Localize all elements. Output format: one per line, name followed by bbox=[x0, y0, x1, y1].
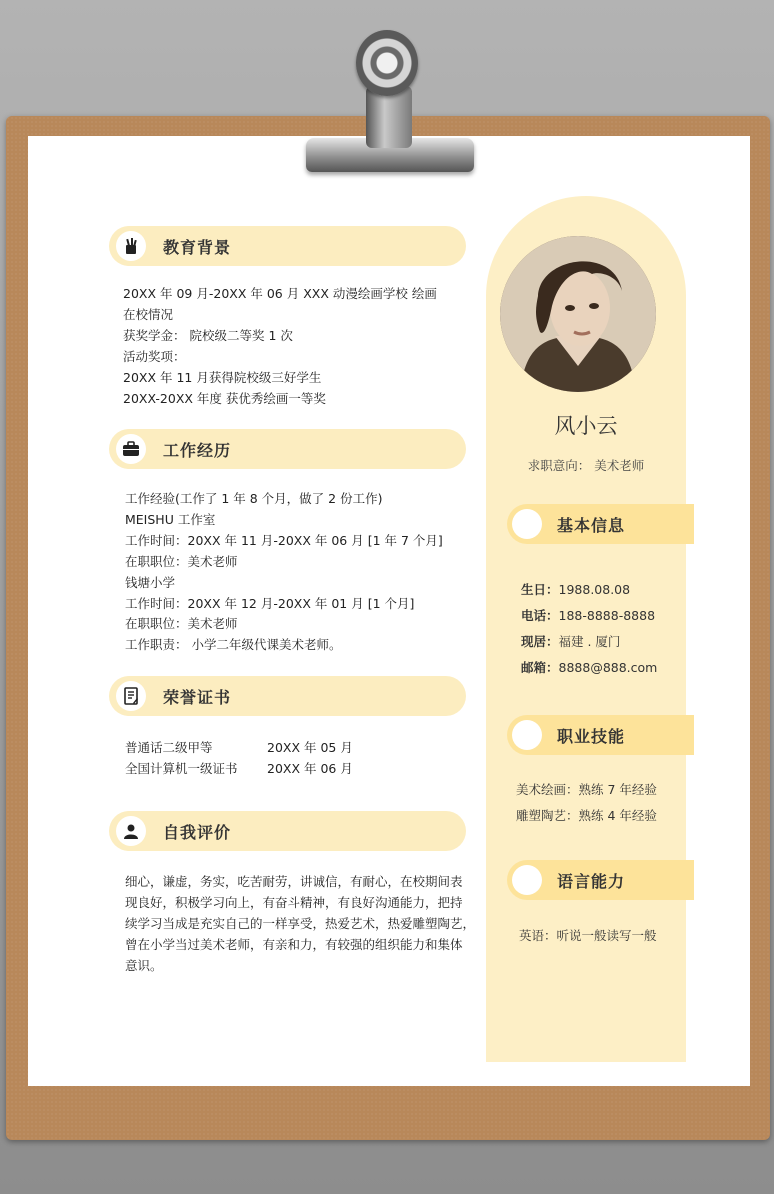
birth-value: 1988.08.08 bbox=[558, 582, 631, 597]
education-line: 活动奖项： bbox=[123, 349, 186, 364]
work-line: 工作时间：20XX 年 12 月-20XX 年 01 月 [1 个月] bbox=[125, 596, 415, 611]
phone-label: 电话： bbox=[521, 608, 559, 623]
pencil-cup-icon bbox=[116, 231, 146, 261]
education-title: 教育背景 bbox=[163, 238, 232, 257]
person-icon bbox=[116, 816, 146, 846]
honors-header bbox=[109, 676, 466, 716]
work-line: 在职职位：美术老师 bbox=[125, 554, 238, 569]
self-eval-line: 细心，谦虚，务实，吃苦耐劳，讲诚信，有耐心，在校期间表 bbox=[125, 874, 463, 889]
skills-header bbox=[507, 715, 694, 755]
education-line: 20XX-20XX 年度 获优秀绘画一等奖 bbox=[123, 391, 326, 406]
education-line: 20XX 年 11 月获得院校级三好学生 bbox=[123, 370, 322, 385]
skill-line: 雕塑陶艺：熟练 4 年经验 bbox=[516, 808, 657, 823]
self-eval-header bbox=[109, 811, 466, 851]
address-row bbox=[521, 632, 620, 650]
language-title: 语言能力 bbox=[557, 872, 626, 891]
honor-date: 20XX 年 05 月 bbox=[267, 740, 353, 755]
education-line: 在校情况 bbox=[123, 307, 174, 322]
certificate-icon bbox=[116, 681, 146, 711]
email-value: 8888@888.com bbox=[558, 660, 658, 675]
circle-icon bbox=[512, 509, 542, 539]
address-value: 福建 . 厦门 bbox=[558, 634, 621, 649]
work-line: 在职职位：美术老师 bbox=[125, 616, 238, 631]
self-eval-line: 意识。 bbox=[125, 958, 163, 973]
education-line: 20XX 年 09 月-20XX 年 06 月 XXX 动漫绘画学校 绘画 bbox=[123, 286, 437, 301]
profile-name: 风小云 bbox=[554, 414, 618, 438]
basic-info-header bbox=[507, 504, 694, 544]
work-line: 工作时间：20XX 年 11 月-20XX 年 06 月 [1 年 7 个月] bbox=[125, 533, 443, 548]
clip-ring bbox=[356, 30, 418, 96]
profile-photo bbox=[500, 236, 656, 392]
skills-title: 职业技能 bbox=[557, 727, 626, 746]
language-line: 英语：听说一般读写一般 bbox=[519, 928, 657, 943]
honor-name: 全国计算机一级证书 bbox=[125, 761, 238, 776]
self-eval-line: 现良好，积极学习向上，有奋斗精神，有良好沟通能力，把持 bbox=[125, 895, 463, 910]
work-title: 工作经历 bbox=[163, 441, 232, 460]
briefcase-icon bbox=[116, 434, 146, 464]
self-eval-line: 曾在小学当过美术老师，有亲和力，有较强的组织能力和集体 bbox=[125, 937, 463, 952]
phone-row bbox=[521, 606, 655, 624]
job-intent: 求职意向： 美术老师 bbox=[527, 458, 645, 473]
address-label: 现居： bbox=[521, 634, 559, 649]
email-label: 邮箱： bbox=[521, 660, 559, 675]
language-header bbox=[507, 860, 694, 900]
education-line: 获奖学金： 院校级二等奖 1 次 bbox=[123, 328, 293, 343]
work-line: MEISHU 工作室 bbox=[125, 512, 216, 527]
self-eval-line: 续学习当成是充实自己的一样享受，热爱艺术，热爱雕塑陶艺， bbox=[125, 916, 476, 931]
work-line: 工作职责： 小学二年级代课美术老师。 bbox=[125, 637, 342, 652]
honor-date: 20XX 年 06 月 bbox=[267, 761, 353, 776]
birth-row bbox=[521, 580, 630, 598]
phone-value: 188-8888-8888 bbox=[558, 608, 656, 623]
email-row bbox=[521, 658, 657, 676]
work-header bbox=[109, 429, 466, 469]
circle-icon bbox=[512, 865, 542, 895]
honor-name: 普通话二级甲等 bbox=[125, 740, 213, 755]
education-header bbox=[109, 226, 466, 266]
honors-title: 荣誉证书 bbox=[163, 688, 232, 707]
work-line: 钱塘小学 bbox=[125, 575, 176, 590]
work-line: 工作经验(工作了 1 年 8 个月，做了 2 份工作) bbox=[125, 491, 383, 506]
circle-icon bbox=[512, 720, 542, 750]
skill-line: 美术绘画：熟练 7 年经验 bbox=[516, 782, 657, 797]
birth-label: 生日： bbox=[521, 582, 559, 597]
basic-info-title: 基本信息 bbox=[557, 516, 626, 535]
self-eval-title: 自我评价 bbox=[163, 823, 232, 842]
